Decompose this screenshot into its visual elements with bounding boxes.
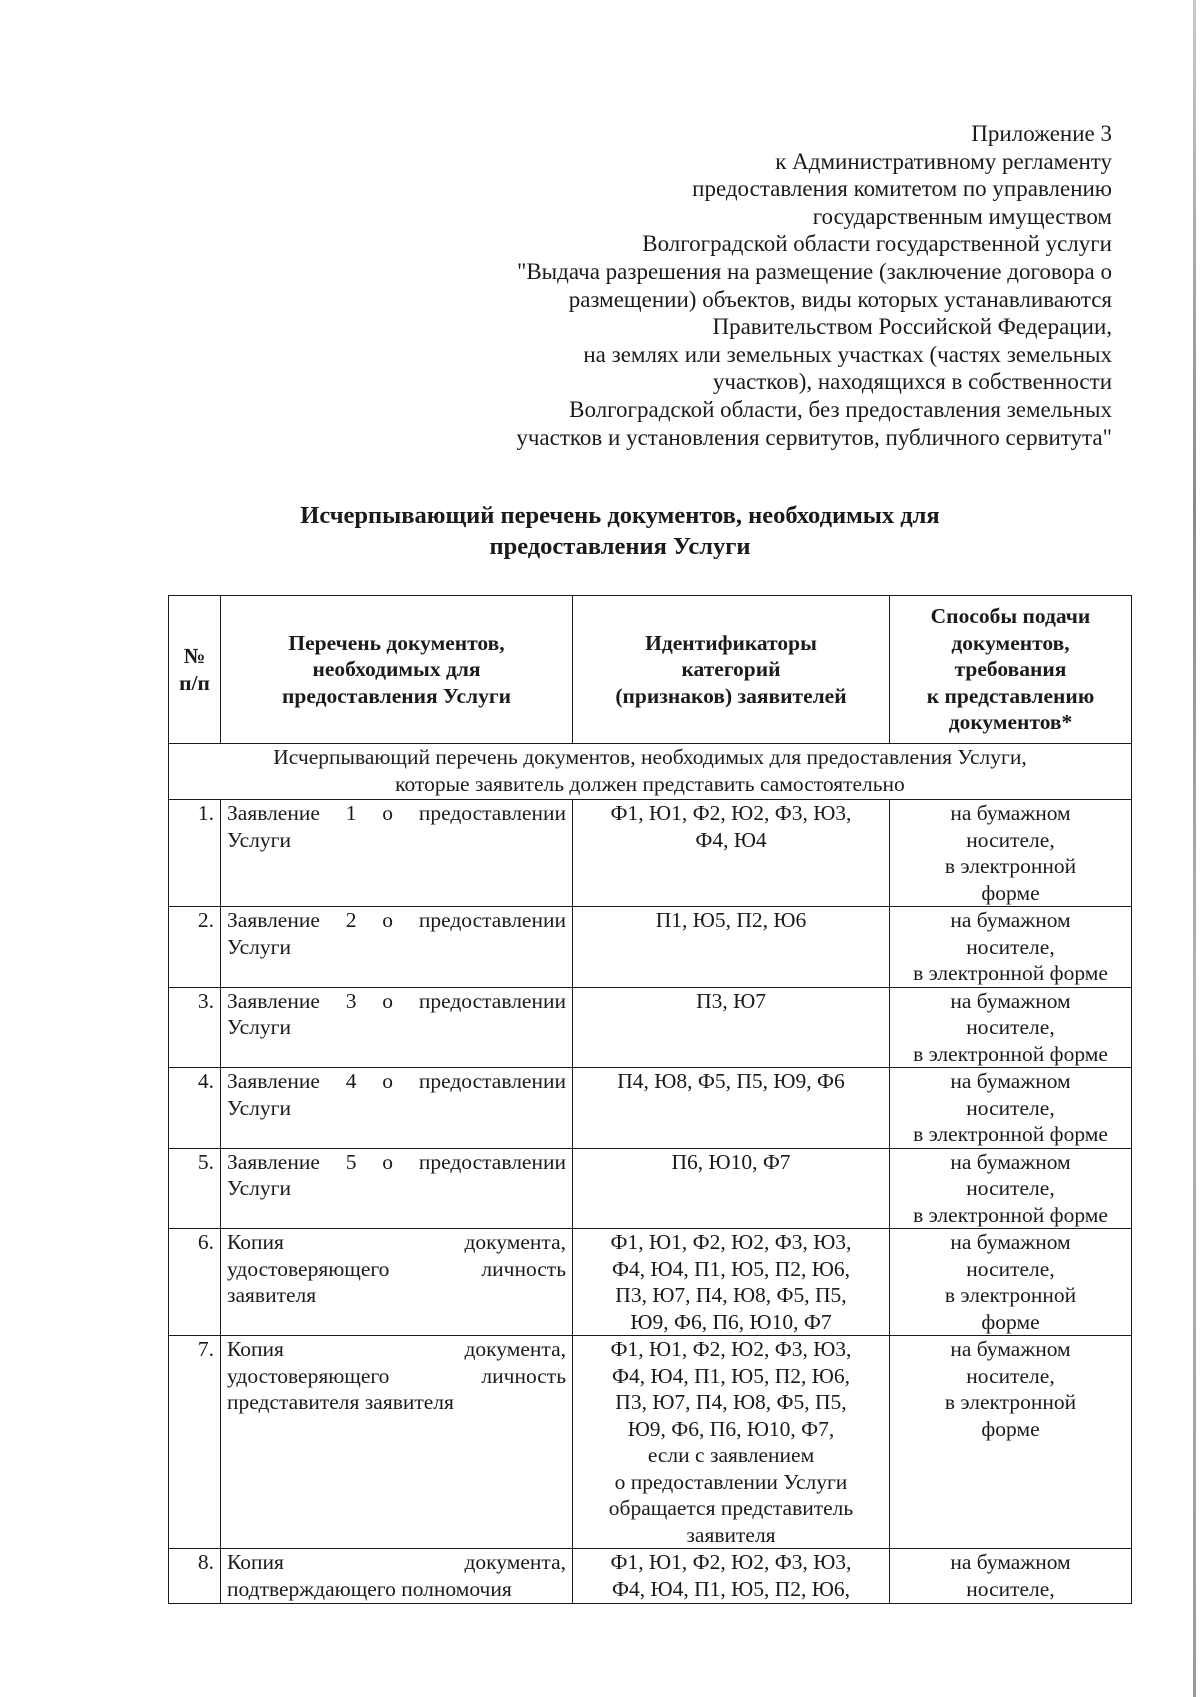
header-ids [573,596,890,744]
header-methods-line: документов* [948,710,1073,735]
identifier-line: Ф4, Ю4, П1, Ю5, П2, Ю6, [612,1363,850,1388]
document-line: Услуги [227,1176,291,1200]
document-line: Заявление 4 о предоставлении [227,1069,566,1093]
identifier-line: обращается представитель [608,1496,854,1520]
method-line: на бумажном [950,1149,1071,1174]
identifier-line: П1, Ю5, П2, Ю6 [655,908,807,932]
header-ids-line: категорий [681,657,781,682]
method-line: носителе, [966,1363,1055,1388]
document-line: Услуги [227,934,291,959]
method-line: в электронной [944,1283,1077,1307]
identifier-line: Ф1, Ю1, Ф2, Ю2, Ф3, Ю3, [610,1337,852,1361]
row-identifiers [573,987,890,1068]
title-line: Исчерпывающий перечень документов, необходимых для [300,502,940,529]
table-row [169,1068,1132,1149]
identifier-line: П3, Ю7, П4, Ю8, Ф5, П5, [615,1390,847,1414]
section-line: которые заявитель должен представить самостоятельно [395,771,905,796]
identifier-line: Ф4, Ю4, П1, Ю5, П2, Ю6, [612,1576,850,1601]
identifier-line: Ф4, Ю4, П1, Ю5, П2, Ю6, [612,1256,850,1281]
header-methods-line: Способы подачи [930,604,1091,629]
document-line: Копия документа, [227,1337,566,1361]
method-line: носителе, [966,1576,1055,1601]
method-line: носителе, [966,1095,1055,1120]
header-line: "Выдача разрешения на размещение (заключение договора о [516,258,1112,284]
header-line: к Административному регламенту [775,148,1112,174]
row-methods [890,907,1132,988]
identifier-line: П3, Ю7 [696,988,766,1013]
row-document [221,800,573,907]
method-line: на бумажном [950,1550,1071,1574]
row-methods [890,1229,1132,1336]
header-doc-line: предоставления Услуги [281,683,512,708]
header-methods [890,596,1132,744]
method-line: форме [981,1309,1040,1334]
row-number: 1. [169,800,221,907]
document-line: Услуги [227,1095,291,1120]
identifier-line: заявителя [686,1522,776,1547]
header-methods-line: к представлению [926,683,1095,708]
table-row [169,1549,1132,1604]
method-line: носителе, [966,1176,1055,1200]
identifier-line: Ф4, Ю4 [695,827,767,852]
row-number: 2. [169,907,221,988]
row-number: 4. [169,1068,221,1149]
header-line: Приложение 3 [971,121,1112,146]
method-line: в электронной форме [913,1122,1108,1146]
identifier-line: если с заявлением [647,1443,815,1467]
document-line: Заявление 1 о предоставлении [227,801,566,825]
header-methods-line: требования [954,657,1067,682]
identifier-line: П4, Ю8, Ф5, П5, Ю9, Ф6 [617,1069,845,1093]
identifier-line: Ю9, Ф6, П6, Ю10, Ф7 [630,1309,832,1334]
header-ids-line: Идентификаторы [645,630,817,655]
document-line: Заявление 5 о предоставлении [227,1149,566,1174]
header-num-line: п/п [179,670,210,695]
header-line: Правительством Российской Федерации, [712,314,1112,340]
header-line: размещении) объектов, виды которых устанавливаются [568,286,1112,312]
method-line: на бумажном [950,1069,1071,1093]
header-doc-line: Перечень документов, [288,630,505,655]
method-line: носителе, [966,1015,1055,1039]
document-line: Услуги [227,1015,291,1039]
row-number: 6. [169,1229,221,1336]
table-row [169,1229,1132,1336]
header-num-line: № [183,644,206,668]
document-line: Копия документа, [227,1230,566,1254]
row-document [221,987,573,1068]
row-document [221,1549,573,1604]
method-line: форме [981,1416,1040,1441]
method-line: в электронной форме [913,1041,1108,1066]
row-number: 3. [169,987,221,1068]
header-doc [221,596,573,744]
document-line: подтверждающего полномочия [227,1576,512,1601]
row-identifiers [573,800,890,907]
document-title [170,500,1070,562]
appendix-header [516,120,1112,451]
method-line: на бумажном [950,908,1071,932]
header-line: государственным имуществом [812,203,1112,229]
method-line: носителе, [966,934,1055,959]
document-line: Заявление 2 о предоставлении [227,908,566,932]
documents-table [168,595,1132,1604]
row-number: 8. [169,1549,221,1604]
header-line: на землях или земельных участках (частях земельных [583,341,1112,367]
row-identifiers [573,1068,890,1149]
identifier-line: П3, Ю7, П4, Ю8, Ф5, П5, [615,1283,847,1307]
document-line: удостоверяющего личность [227,1256,566,1281]
table-row [169,907,1132,988]
row-number: 7. [169,1336,221,1549]
method-line: на бумажном [950,801,1071,825]
title-line: предоставления Услуги [489,533,751,560]
row-methods [890,1549,1132,1604]
row-methods [890,1336,1132,1549]
method-line: в электронной форме [913,1202,1108,1227]
row-methods [890,1068,1132,1149]
section-row [169,744,1132,800]
row-identifiers [573,1148,890,1229]
row-identifiers [573,1229,890,1336]
header-doc-line: необходимых для [312,657,481,682]
method-line: в электронной форме [913,961,1108,985]
identifier-line: о предоставлении Услуги [614,1469,848,1494]
row-identifiers [573,1549,890,1604]
row-document [221,1229,573,1336]
row-identifiers [573,1336,890,1549]
method-line: форме [981,880,1040,905]
method-line: в электронной [944,1390,1077,1414]
method-line: носителе, [966,827,1055,852]
identifier-line: Ф1, Ю1, Ф2, Ю2, Ф3, Ю3, [610,1550,852,1574]
header-ids-line: (признаков) заявителей [615,683,847,708]
identifier-line: Ф1, Ю1, Ф2, Ю2, Ф3, Ю3, [610,801,852,825]
header-line: предоставления комитетом по управлению [692,176,1112,202]
table-row [169,1148,1132,1229]
row-document [221,1148,573,1229]
document-line: Заявление 3 о предоставлении [227,988,566,1013]
header-line: Волгоградской области государственной услуги [642,231,1112,257]
row-identifiers [573,907,890,988]
section-line: Исчерпывающий перечень документов, необходимых для предоставления Услуги, [273,745,1027,769]
header-line: Волгоградской области, без предоставления земельных [569,396,1112,422]
row-document [221,1336,573,1549]
identifier-line: Ю9, Ф6, П6, Ю10, Ф7, [627,1416,835,1441]
method-line: на бумажном [950,1230,1071,1254]
table-row [169,987,1132,1068]
table-header-row [169,596,1132,744]
document-line: заявителя [227,1283,317,1307]
row-methods [890,800,1132,907]
table-row [169,1336,1132,1549]
method-line: на бумажном [950,1337,1071,1361]
row-document [221,1068,573,1149]
table-row [169,800,1132,907]
document-line: Копия документа, [227,1550,566,1574]
header-methods-line: документов, [951,630,1070,655]
row-number: 5. [169,1148,221,1229]
identifier-line: Ф1, Ю1, Ф2, Ю2, Ф3, Ю3, [610,1230,852,1254]
method-line: на бумажном [950,988,1071,1013]
document-line: представителя заявителя [227,1390,454,1414]
document-line: Услуги [227,827,291,852]
header-num [169,596,221,744]
row-methods [890,1148,1132,1229]
row-methods [890,987,1132,1068]
method-line: в электронной [944,854,1077,878]
method-line: носителе, [966,1256,1055,1281]
header-line: участков), находящихся в собственности [712,369,1112,395]
identifier-line: П6, Ю10, Ф7 [671,1149,791,1174]
row-document [221,907,573,988]
section-caption [169,744,1132,800]
header-line: участков и установления сервитутов, публичного сервитута" [516,424,1112,450]
scan-edge-shadow [1193,0,1196,1697]
document-line: удостоверяющего личность [227,1363,566,1388]
